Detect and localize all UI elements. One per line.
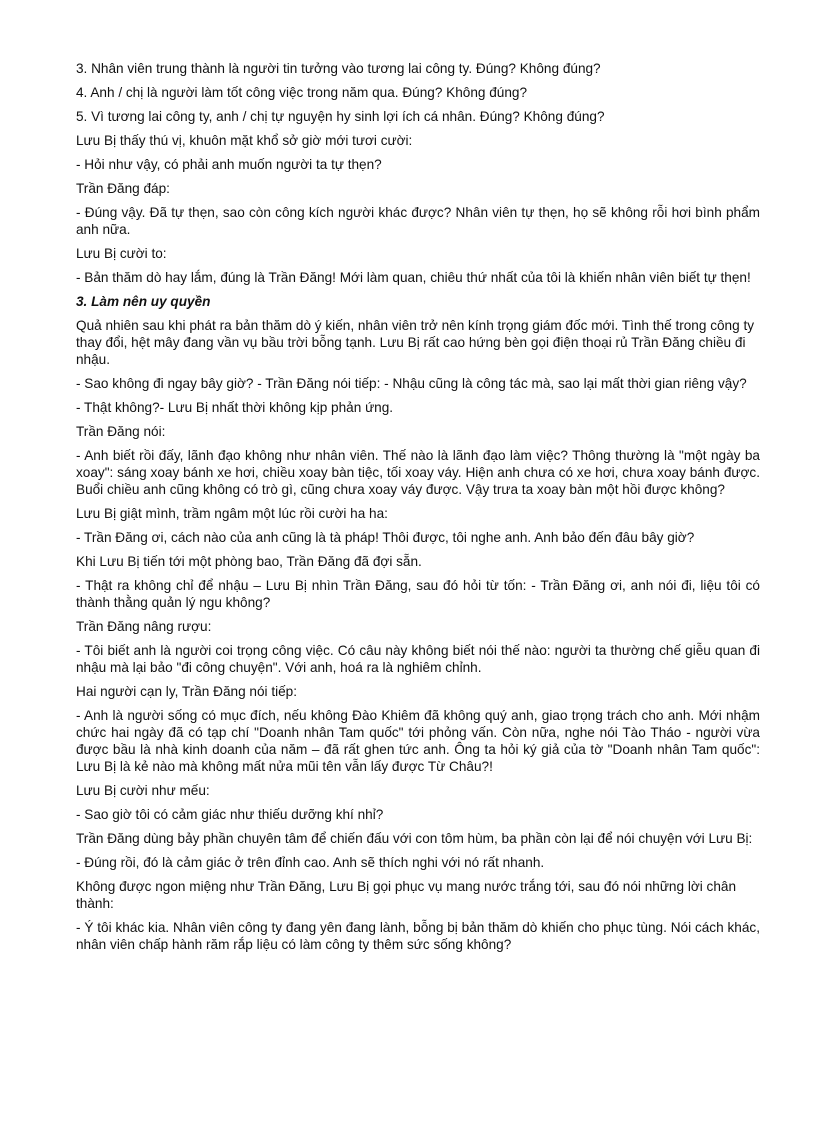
paragraph: Trần Đăng nói: (76, 424, 166, 439)
paragraph: - Thật ra không chỉ để nhậu – Lưu Bị nhìn Trần Đăng, sau đó hỏi từ tốn: - Trần Đăng ơi, anh nói đi, liệu tôi có thành thằng quản lý ngu không? (76, 578, 760, 610)
paragraph: Trần Đăng đáp: (76, 181, 170, 196)
paragraph: - Anh là người sống có mục đích, nếu không Đào Khiêm đã không quý anh, giao trọng trách cho anh. Mới nhậm chức hai ngày đã có tạp chí "Doanh nhân Tam quốc" tới phỏng vấn. Còn nữa, nghe nói Tào Tháo - người vừa được bầu là nhà kinh doanh của năm – đã rất ghen tức anh. Ông ta hỏi ký giả của tờ "Doanh nhân Tam quốc": Lưu Bị là kẻ nào mà không mất nửa mũi tên vẫn lấy được Từ Châu?! (76, 708, 760, 774)
paragraph: - Anh biết rồi đấy, lãnh đạo không như nhân viên. Thế nào là lãnh đạo làm việc? Thông thường là "một ngày ba xoay": sáng xoay bánh xe hơi, chiều xoay bàn tiệc, tối xoay váy. Hiện anh chưa có xe hơi, chưa xoay bánh được. Buổi chiều anh cũng không có trò gì, cũng chưa xoay váy được. Vậy trưa ta xoay bàn một hồi được không? (76, 448, 760, 497)
paragraph: - Thật không?- Lưu Bị nhất thời không kịp phản ứng. (76, 400, 394, 415)
paragraph: - Ý tôi khác kia. Nhân viên công ty đang yên đang lành, bỗng bị bản thăm dò khiến cho phục tùng. Nói cách khác, nhân viên chấp hành răm rắp liệu có làm công ty thêm sức sống không? (76, 920, 760, 952)
section-heading: 3. Làm nên uy quyền (76, 294, 211, 309)
paragraph: 4. Anh / chị là người làm tốt công việc trong năm qua. Đúng? Không đúng? (76, 85, 528, 100)
paragraph: - Hỏi như vậy, có phải anh muốn người ta tự thẹn? (76, 157, 382, 172)
paragraph: Lưu Bị thấy thú vị, khuôn mặt khổ sở giờ mới tươi cười: (76, 133, 413, 148)
paragraph: Quả nhiên sau khi phát ra bản thăm dò ý kiến, nhân viên trở nên kính trọng giám đốc mới. Tình thế trong công ty thay đổi, hệt mây đang vần vụ bầu trời bỗng tạnh. Lưu Bị rất cao hứng bèn gọi điện thoại rủ Trần Đăng chiều đi nhậu. (76, 318, 755, 367)
paragraph: - Sao giờ tôi có cảm giác như thiếu dưỡng khí nhỉ? (76, 807, 384, 822)
paragraph: - Sao không đi ngay bây giờ? - Trần Đăng nói tiếp: - Nhậu cũng là công tác mà, sao lại mất thời gian riêng vậy? (76, 376, 747, 391)
paragraph: Lưu Bị giật mình, trầm ngâm một lúc rồi cười ha ha: (76, 506, 388, 521)
paragraph: - Đúng rồi, đó là cảm giác ở trên đỉnh cao. Anh sẽ thích nghi với nó rất nhanh. (76, 855, 545, 870)
paragraph: Lưu Bị cười như mếu: (76, 783, 210, 798)
paragraph: Khi Lưu Bị tiến tới một phòng bao, Trần Đăng đã đợi sẵn. (76, 554, 422, 569)
paragraph: Trần Đăng dùng bảy phần chuyên tâm để chiến đấu với con tôm hùm, ba phần còn lại để nói chuyện với Lưu Bị: (76, 831, 753, 846)
document-body (76, 60, 760, 960)
paragraph: - Bản thăm dò hay lắm, đúng là Trần Đăng! Mới làm quan, chiêu thứ nhất của tôi là khiến nhân viên biết tự thẹn! (76, 270, 751, 285)
paragraph: Không được ngon miệng như Trần Đăng, Lưu Bị gọi phục vụ mang nước trắng tới, sau đó nói những lời chân thành: (76, 879, 737, 911)
paragraph: - Đúng vậy. Đã tự thẹn, sao còn công kích người khác được? Nhân viên tự thẹn, họ sẽ không rỗi hơi bình phẩm anh nữa. (76, 205, 760, 237)
paragraph: 5. Vì tương lai công ty, anh / chị tự nguyện hy sinh lợi ích cá nhân. Đúng? Không đúng? (76, 109, 605, 124)
paragraph: Lưu Bị cười to: (76, 246, 167, 261)
paragraph: - Trần Đăng ơi, cách nào của anh cũng là tà pháp! Thôi được, tôi nghe anh. Anh bảo đến đâu bây giờ? (76, 530, 695, 545)
paragraph: - Tôi biết anh là người coi trọng công việc. Có câu này không biết nói thế nào: người ta thường chế giễu quan đi nhậu mà lại bảo "đi công chuyện". Với anh, hoá ra là nghiêm chỉnh. (76, 643, 760, 675)
paragraph: Trần Đăng nâng rượu: (76, 619, 212, 634)
paragraph: Hai người cạn ly, Trần Đăng nói tiếp: (76, 684, 298, 699)
paragraph: 3. Nhân viên trung thành là người tin tưởng vào tương lai công ty. Đúng? Không đúng? (76, 61, 601, 76)
